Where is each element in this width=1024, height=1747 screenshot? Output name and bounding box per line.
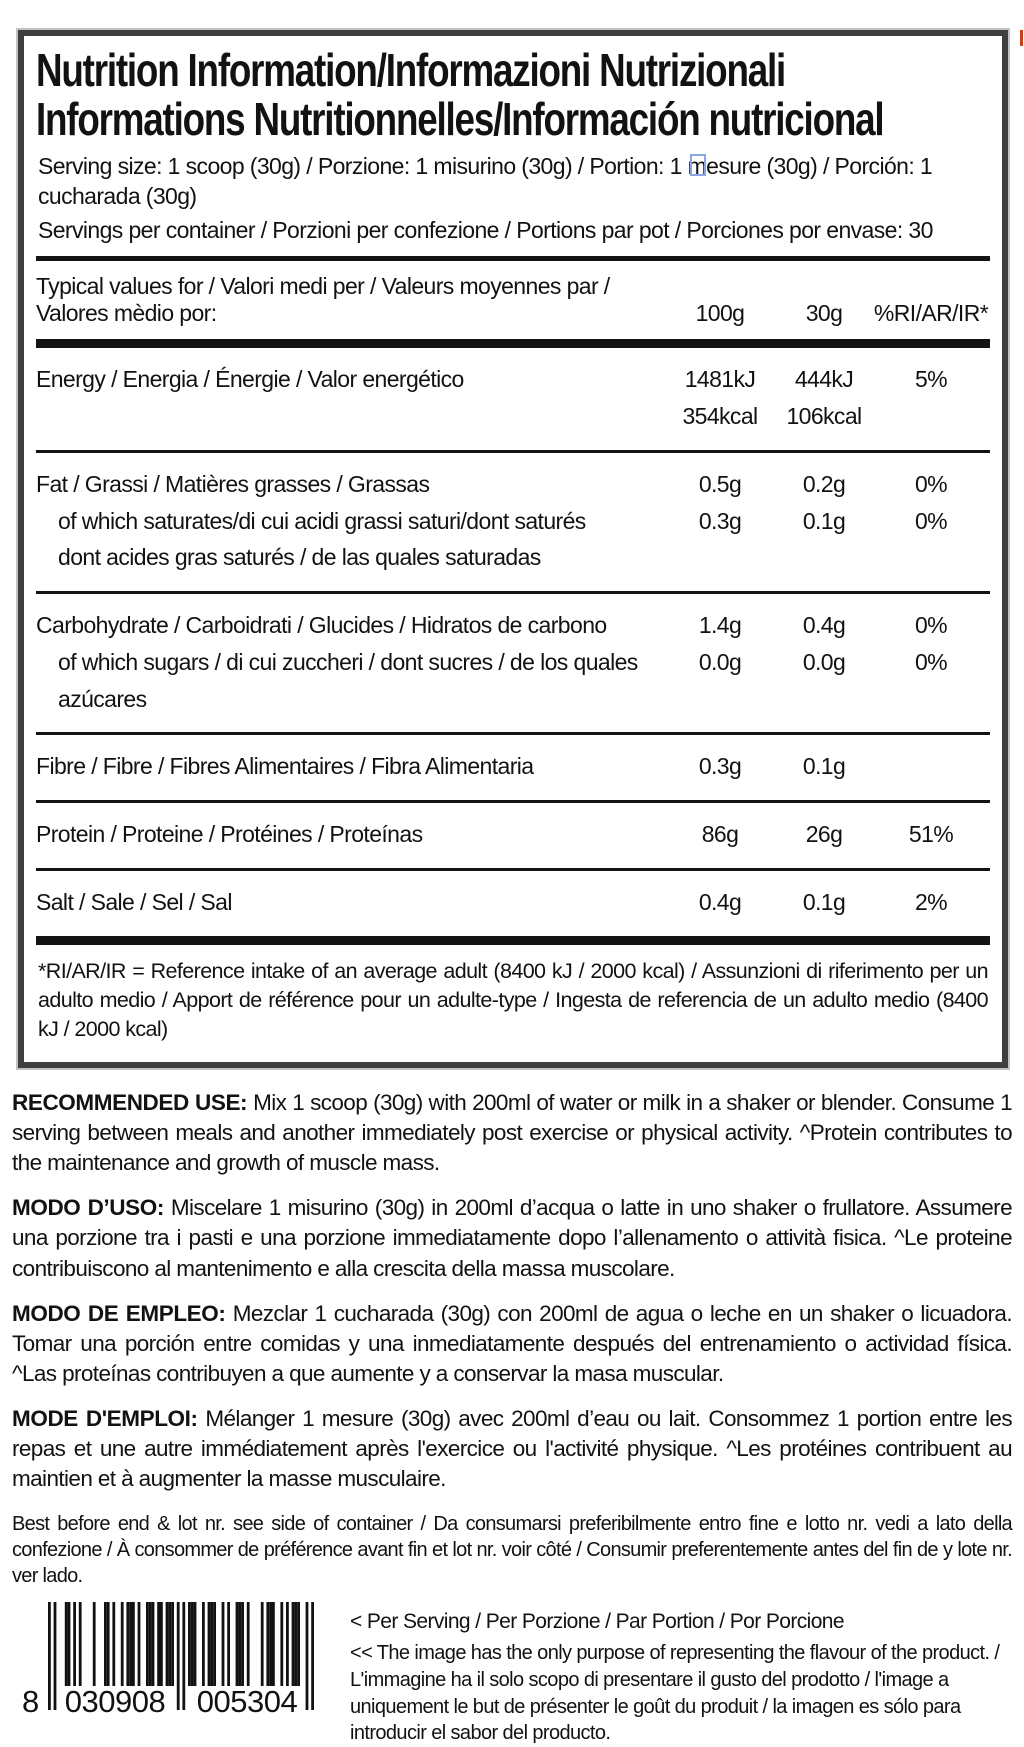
value-ri [872, 748, 990, 785]
table-row [36, 503, 990, 540]
table-row-group [36, 871, 990, 936]
table-row-group [36, 735, 990, 803]
table-row [36, 644, 990, 718]
panel-title-line1: Nutrition Information/Informazioni Nutrizionali [36, 44, 786, 96]
column-header-ri: %RI/AR/IR* [873, 300, 989, 327]
usage-text-es: Mezclar 1 cucharada (30g) con 200ml de agua o leche en un shaker o licuadora. Tomar una porción entre comidas y una inmediatamente después del entrenamiento o actividad física. ^Las proteínas contribuyen a que aumente y a conservar la masa muscular. [12, 1300, 1012, 1387]
row-label: Fat / Grassi / Matières grasses / Grassas [36, 470, 430, 497]
table-row [36, 398, 990, 435]
column-header-30g: 30g [805, 300, 843, 327]
usage-text-en: Mix 1 scoop (30g) with 200ml of water or milk in a shaker or blender. Consume 1 serving between meals and another immediately post exercise or physical activity. ^Protein contributes to the maintenance and growth of muscle mass. [12, 1089, 1012, 1176]
best-before-note: Best before end & lot nr. see side of container / Da consumarsi preferibilmente entro fine e lotto nr. vedi a lato della confezione / À consommer de préférence avant fin et lot nr. voir côté / Consumir preferentemente antes del fin de y lote nr. ver lado. [12, 1512, 1012, 1588]
value-100g: 0.3g [698, 753, 742, 780]
value-30g: 0.0g [802, 648, 846, 675]
value-30g: 0.4g [802, 612, 846, 639]
value-30g: 0.2g [802, 470, 846, 497]
table-row-group [36, 348, 990, 453]
table-row-group [36, 594, 990, 735]
table-row-group [36, 453, 990, 594]
value-30g [776, 539, 872, 576]
row-label: dont acides gras saturés / de las quales saturadas [58, 544, 541, 571]
row-label: Salt / Sale / Sel / Sal [36, 889, 232, 916]
row-label: of which saturates/di cui acidi grassi saturi/dont saturés [58, 507, 586, 534]
usage-paragraph-recommended-use [12, 1088, 1012, 1178]
table-row-group [36, 803, 990, 871]
value-ri: 5% [914, 366, 948, 393]
value-100g: 0.0g [698, 648, 742, 675]
value-ri: 0% [914, 648, 948, 675]
usage-label-it: MODO D’USO: [12, 1195, 164, 1221]
value-100g: 1481kJ [684, 366, 756, 393]
footer-notes [350, 1602, 1012, 1747]
usage-paragraph-modo-de-empleo [12, 1299, 1012, 1389]
barcode [22, 1602, 322, 1726]
value-ri [872, 398, 990, 435]
value-30g: 0.1g [802, 753, 846, 780]
row-label: Energy / Energia / Énergie / Valor energético [36, 366, 464, 393]
table-row [36, 361, 990, 398]
usage-label-es: MODO DE EMPLEO: [12, 1300, 226, 1326]
table-row [36, 748, 990, 785]
row-label: Carbohydrate / Carboidrati / Glucides / Hidratos de carbono [36, 612, 607, 639]
row-label: Protein / Proteine / Protéines / Proteínas [36, 821, 423, 848]
usage-text-fr: Mélanger 1 mesure (30g) avec 200ml d’eau ou lait. Consommez 1 portion entre les repas et une autre immédiatement après l'exercice ou l'activité physique. ^Les protéines contribuent au maintien et à augmenter la masse musculaire. [12, 1406, 1012, 1492]
value-30g: 26g [805, 821, 843, 848]
table-row [36, 539, 990, 576]
value-ri [872, 539, 990, 576]
usage-label-en: RECOMMENDED USE: [12, 1089, 248, 1115]
nutrition-table-body [36, 339, 990, 936]
value-30g: 0.1g [802, 889, 846, 916]
row-label: Fibre / Fibre / Fibres Alimentaires / Fibra Alimentaria [36, 753, 534, 780]
image-purpose-note: << The image has the only purpose of representing the flavour of the product. / L'immagine ha il solo scopo di presentare il gusto del prodotto / l'image a uniquement le but de présenter le goût du produit / la imagen es sólo para introducir el sabor del producto. [350, 1642, 1000, 1745]
panel-title-line2: Informations Nutritionnelles/Información nutricional [36, 93, 884, 146]
usage-label-fr: MODE D'EMPLOI: [12, 1406, 198, 1432]
nutrition-panel [18, 30, 1008, 1068]
tofu-box-artifact [690, 154, 706, 176]
value-ri: 2% [914, 889, 948, 916]
bottom-row [22, 1602, 1012, 1747]
ri-footnote: *RI/AR/IR = Reference intake of an average adult (8400 kJ / 2000 kcal) / Assunzioni di riferimento per un adulto medio / Apport de référence pour un adulte-type / Ingesta de referencia de un adulto medio (8400 kJ / 2000 kcal) [36, 936, 990, 1050]
usage-paragraph-modo-duso [12, 1193, 1012, 1283]
barcode-digits-left: 030908 [64, 1683, 166, 1719]
serving-size-line [38, 152, 988, 212]
serving-size-text: Serving size: 1 scoop (30g) / Porzione: 1 misurino (30g) / Portion: 1 mesure (30g) / Porción: 1 cucharada (30g) [38, 153, 933, 210]
value-30g: 0.1g [802, 507, 846, 534]
value-100g: 0.5g [698, 470, 742, 497]
typical-values-header [36, 256, 990, 339]
value-ri: 51% [908, 821, 954, 848]
value-ri: 0% [914, 612, 948, 639]
value-30g: 444kJ [794, 366, 854, 393]
barcode-digits-right: 005304 [196, 1683, 298, 1719]
servings-per-container-line: Servings per container / Porzioni per confezione / Portions par pot / Porciones por envase: 30 [38, 217, 933, 244]
value-100g: 0.4g [698, 889, 742, 916]
value-ri: 0% [914, 507, 948, 534]
nutrition-label-page [0, 30, 1024, 1745]
table-row [36, 466, 990, 503]
value-ri: 0% [914, 470, 948, 497]
usage-paragraph-mode-demploi [12, 1404, 1012, 1494]
value-100g [664, 539, 776, 576]
usage-text-it: Miscelare 1 misurino (30g) in 200ml d’acqua o latte in uno shaker o frullatore. Assumere una porzione tra i pasti e una porzione immediatamente dopo l’allenamento o attività fisica. ^Le proteine contribuiscono al mantenimento e alla crescita della massa muscolare. [12, 1195, 1012, 1281]
value-100g: 1.4g [698, 612, 742, 639]
value-100g: 0.3g [698, 507, 742, 534]
table-row [36, 884, 990, 921]
value-100g: 354kcal [682, 402, 758, 429]
row-label: of which sugars / di cui zuccheri / dont sucres / de los quales azúcares [58, 648, 638, 712]
column-header-100g: 100g [695, 300, 745, 327]
screenshot-edge-artifact [1020, 30, 1023, 46]
table-row [36, 816, 990, 853]
table-row [36, 607, 990, 644]
barcode-digit-lead: 8 [22, 1683, 39, 1719]
typical-values-label: Typical values for / Valori medi per / Valeurs moyennes par / Valores mèdio por: [36, 273, 610, 327]
panel-title [36, 44, 884, 146]
per-serving-note: < Per Serving / Per Porzione / Par Portion / Por Porcione [350, 1609, 844, 1633]
row-label [36, 398, 664, 435]
value-100g: 86g [701, 821, 739, 848]
value-30g: 106kcal [786, 402, 862, 429]
